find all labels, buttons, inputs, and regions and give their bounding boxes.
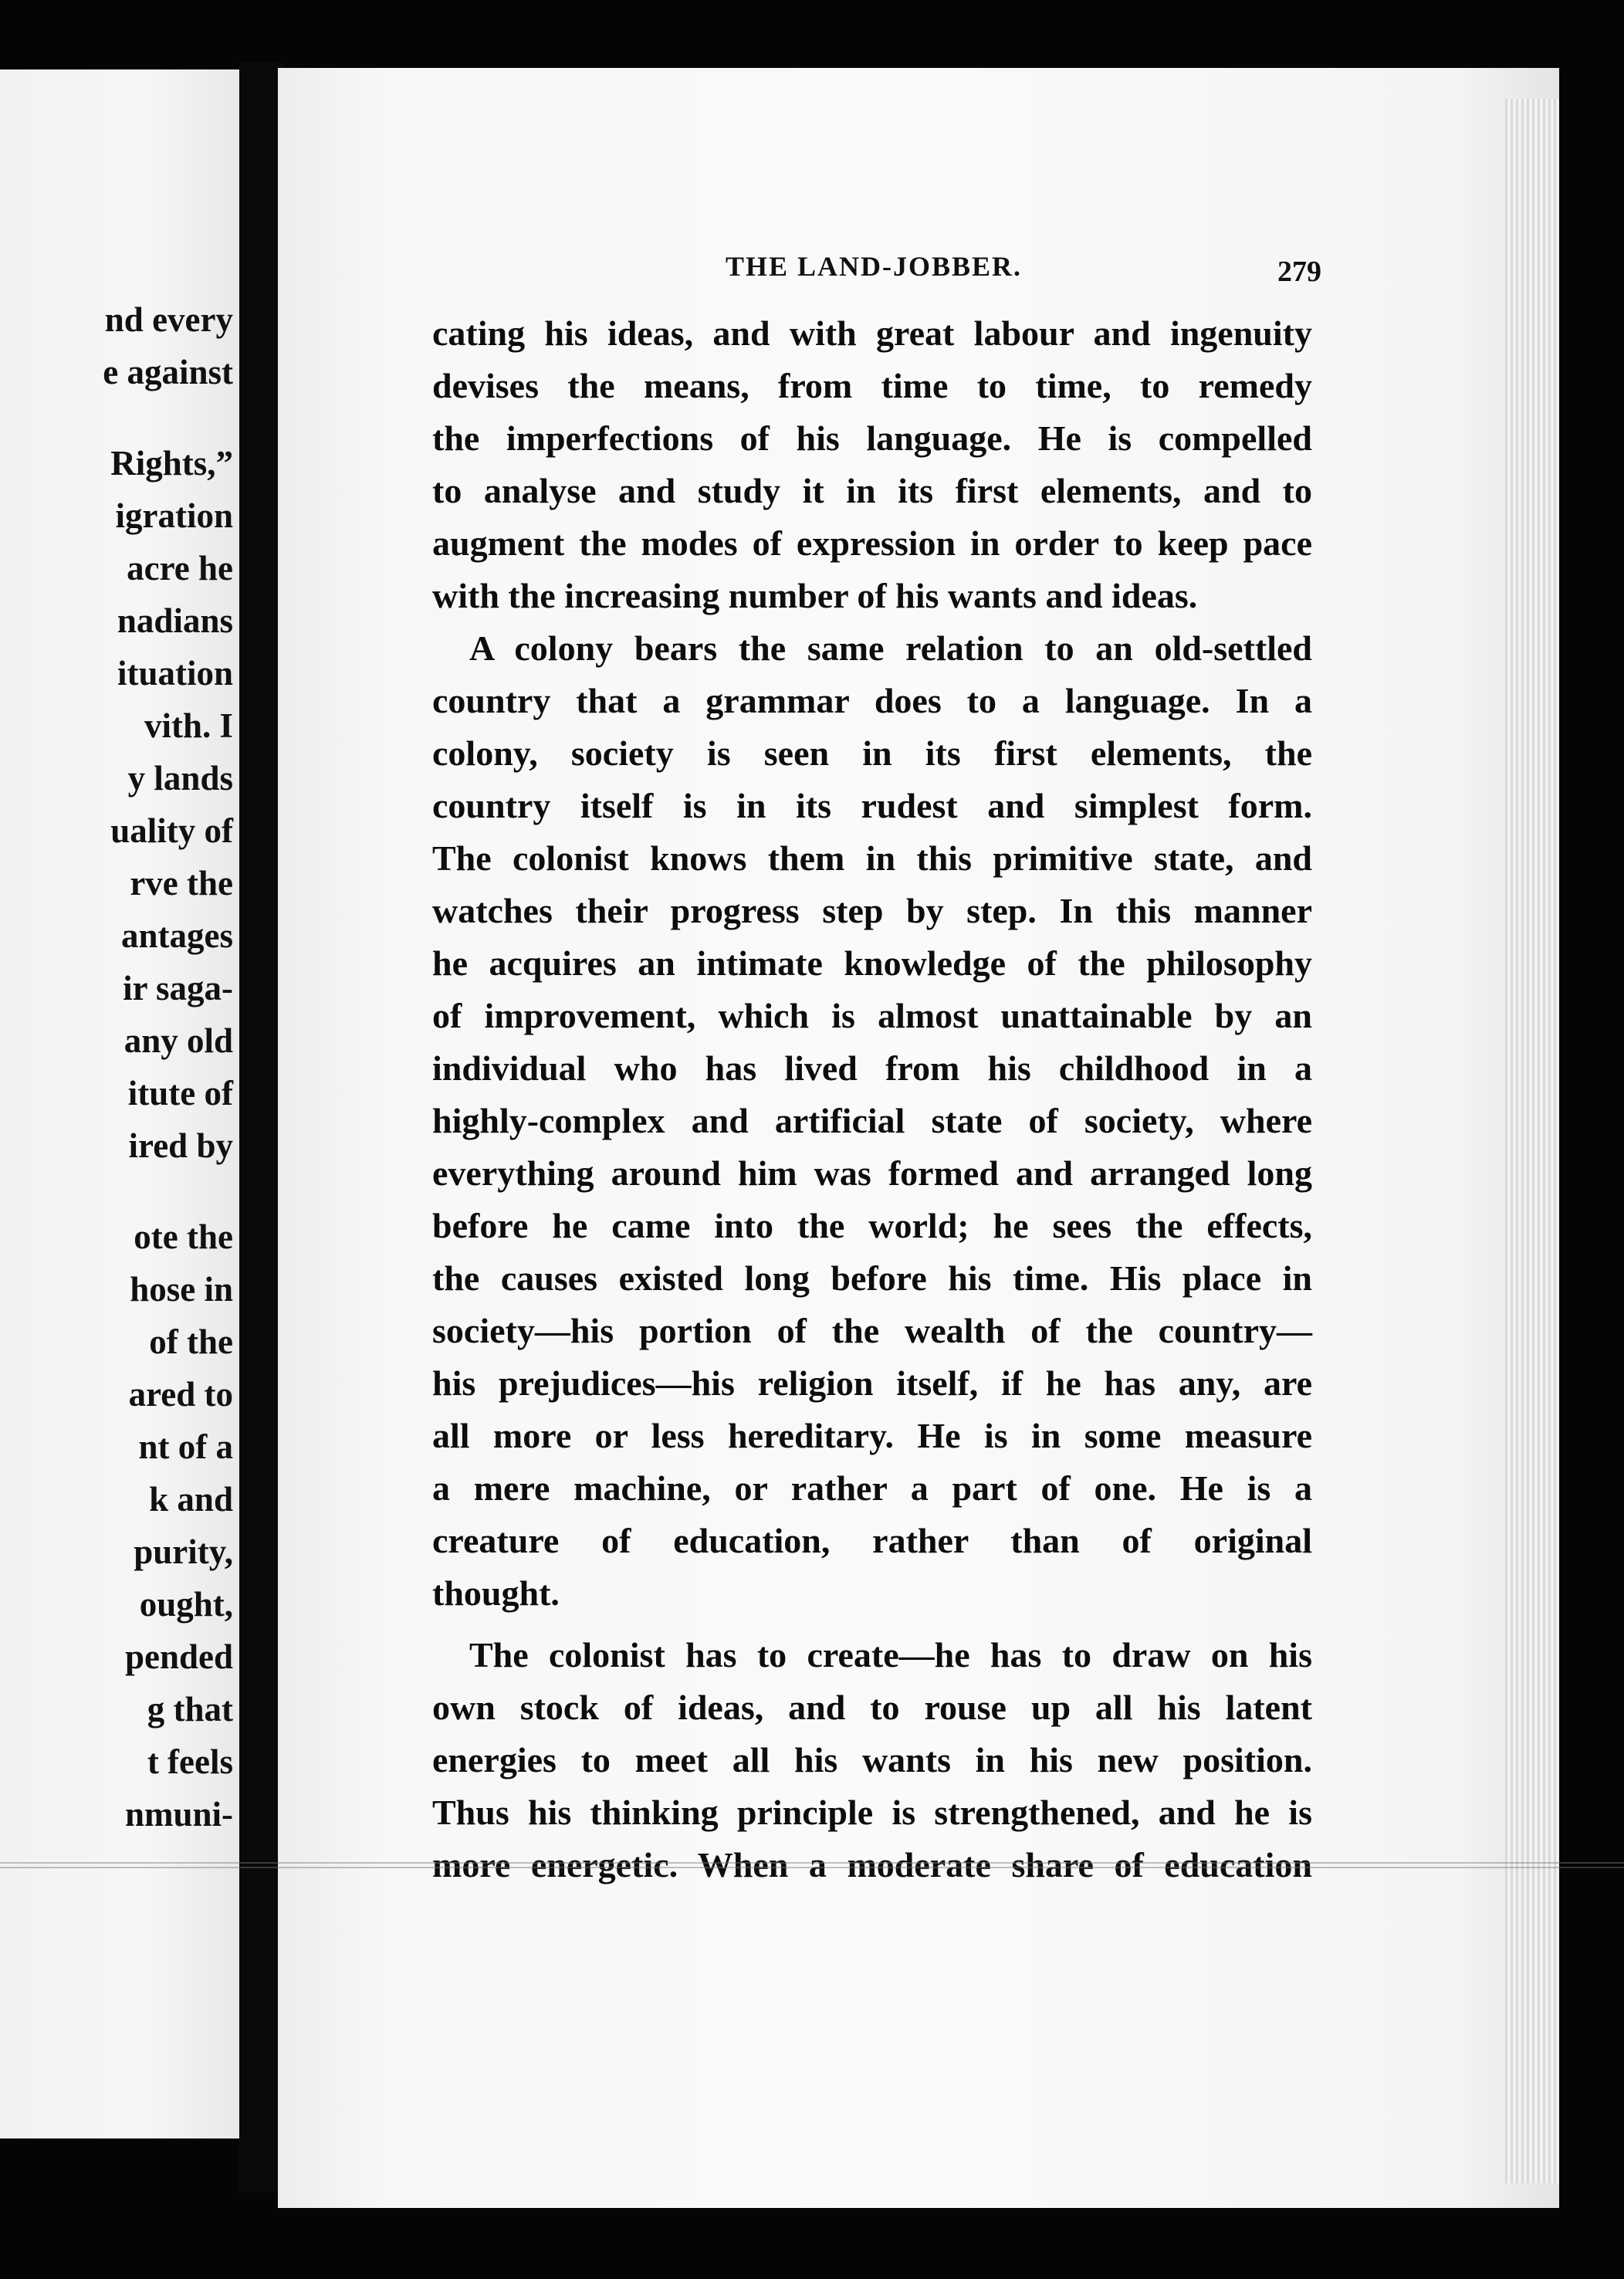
text-line: ought, <box>139 1585 233 1624</box>
text-line: before he came into the world; he sees the effects, <box>432 1206 1312 1245</box>
page-edges <box>1505 99 1559 2183</box>
text-line <box>0 398 233 437</box>
text-line: ote the <box>134 1217 233 1256</box>
text-line: country that a grammar does to a language. In a <box>432 681 1312 720</box>
text-line: pended <box>124 1637 233 1676</box>
text-line: more energetic. When a moderate share of education <box>432 1845 1312 1884</box>
text-line: everything around him was formed and arranged long <box>432 1153 1312 1193</box>
text-line: Thus his thinking principle is strengthened, and he is <box>432 1793 1312 1832</box>
page-body-text <box>432 307 1312 1891</box>
text-line: e against <box>103 353 233 391</box>
text-line: colony, society is seen in its first elements, the <box>432 733 1312 773</box>
text-line: of improvement, which is almost unattainable by an <box>432 996 1312 1035</box>
text-line: individual who has lived from his childhood in a <box>432 1048 1312 1088</box>
text-line: with the increasing number of his wants and ideas. <box>432 576 1198 615</box>
page-number: 279 <box>1277 256 1321 288</box>
text-line: nmuni- <box>124 1795 233 1834</box>
running-title: THE LAND-JOBBER. <box>726 251 1023 282</box>
text-line: ituation <box>117 654 233 693</box>
text-line <box>0 1172 233 1211</box>
text-line: watches their progress step by step. In this manner <box>432 891 1312 930</box>
text-line: own stock of ideas, and to rouse up all his latent <box>432 1688 1312 1727</box>
text-line: highly-complex and artificial state of society, where <box>432 1101 1312 1140</box>
text-line: a mere machine, or rather a part of one. He is a <box>432 1468 1312 1508</box>
text-line: any old <box>123 1021 233 1060</box>
text-line: he acquires an intimate knowledge of the philosophy <box>432 943 1312 983</box>
text-line: hose in <box>130 1270 233 1309</box>
text-line: rve the <box>130 864 233 902</box>
text-line: nadians <box>117 601 233 640</box>
text-line: to analyse and study it in its first elements, and to <box>432 471 1312 510</box>
text-line: acre he <box>127 549 233 588</box>
text-line: devises the means, from time to time, to remedy <box>432 366 1312 405</box>
text-line: the imperfections of his language. He is compelled <box>432 418 1312 458</box>
text-line: nd every <box>104 300 233 339</box>
text-line: cating his ideas, and with great labour and ingenuity <box>432 313 1312 353</box>
text-line: t feels <box>147 1742 233 1781</box>
running-header <box>278 250 1559 296</box>
book-gutter <box>239 62 283 2193</box>
text-line: ir saga- <box>123 969 233 1007</box>
text-line: creature of education, rather than of original <box>432 1521 1312 1560</box>
text-line: all more or less hereditary. He is in some measure <box>432 1416 1312 1455</box>
text-line: Rights,” <box>110 444 233 483</box>
text-line: nt of a <box>138 1427 233 1466</box>
text-line: The colonist has to create—he has to draw on his <box>469 1635 1312 1675</box>
scan-artifact-line <box>0 1867 1624 1868</box>
previous-page-fragment <box>0 69 239 2138</box>
text-line: of the <box>149 1322 233 1361</box>
text-line: itute of <box>127 1074 233 1112</box>
text-line: A colony bears the same relation to an old-settled <box>469 628 1312 668</box>
scan-artifact-line <box>0 1862 1624 1864</box>
text-line: ired by <box>128 1126 233 1165</box>
text-line: g that <box>147 1690 233 1729</box>
text-line: the causes existed long before his time. His place in <box>432 1258 1312 1298</box>
text-line: y lands <box>127 759 233 797</box>
previous-page-text <box>0 293 233 1840</box>
text-line: society—his portion of the wealth of the country— <box>432 1311 1312 1350</box>
text-line: igration <box>115 496 233 535</box>
text-line: purity, <box>134 1532 233 1571</box>
text-line: ared to <box>128 1375 233 1414</box>
text-line: vith. I <box>144 706 233 745</box>
text-line: The colonist knows them in this primitive state, and <box>432 838 1312 878</box>
text-line: uality of <box>110 811 233 850</box>
text-line: k and <box>149 1480 233 1519</box>
text-line: thought. <box>432 1573 560 1613</box>
text-line: antages <box>121 916 233 955</box>
text-line: country itself is in its rudest and simplest form. <box>432 786 1312 825</box>
text-line: his prejudices—his religion itself, if he has any, are <box>432 1363 1312 1403</box>
current-page <box>278 68 1559 2208</box>
text-line: augment the modes of expression in order to keep pace <box>432 523 1312 563</box>
text-line: energies to meet all his wants in his new position. <box>432 1740 1312 1780</box>
